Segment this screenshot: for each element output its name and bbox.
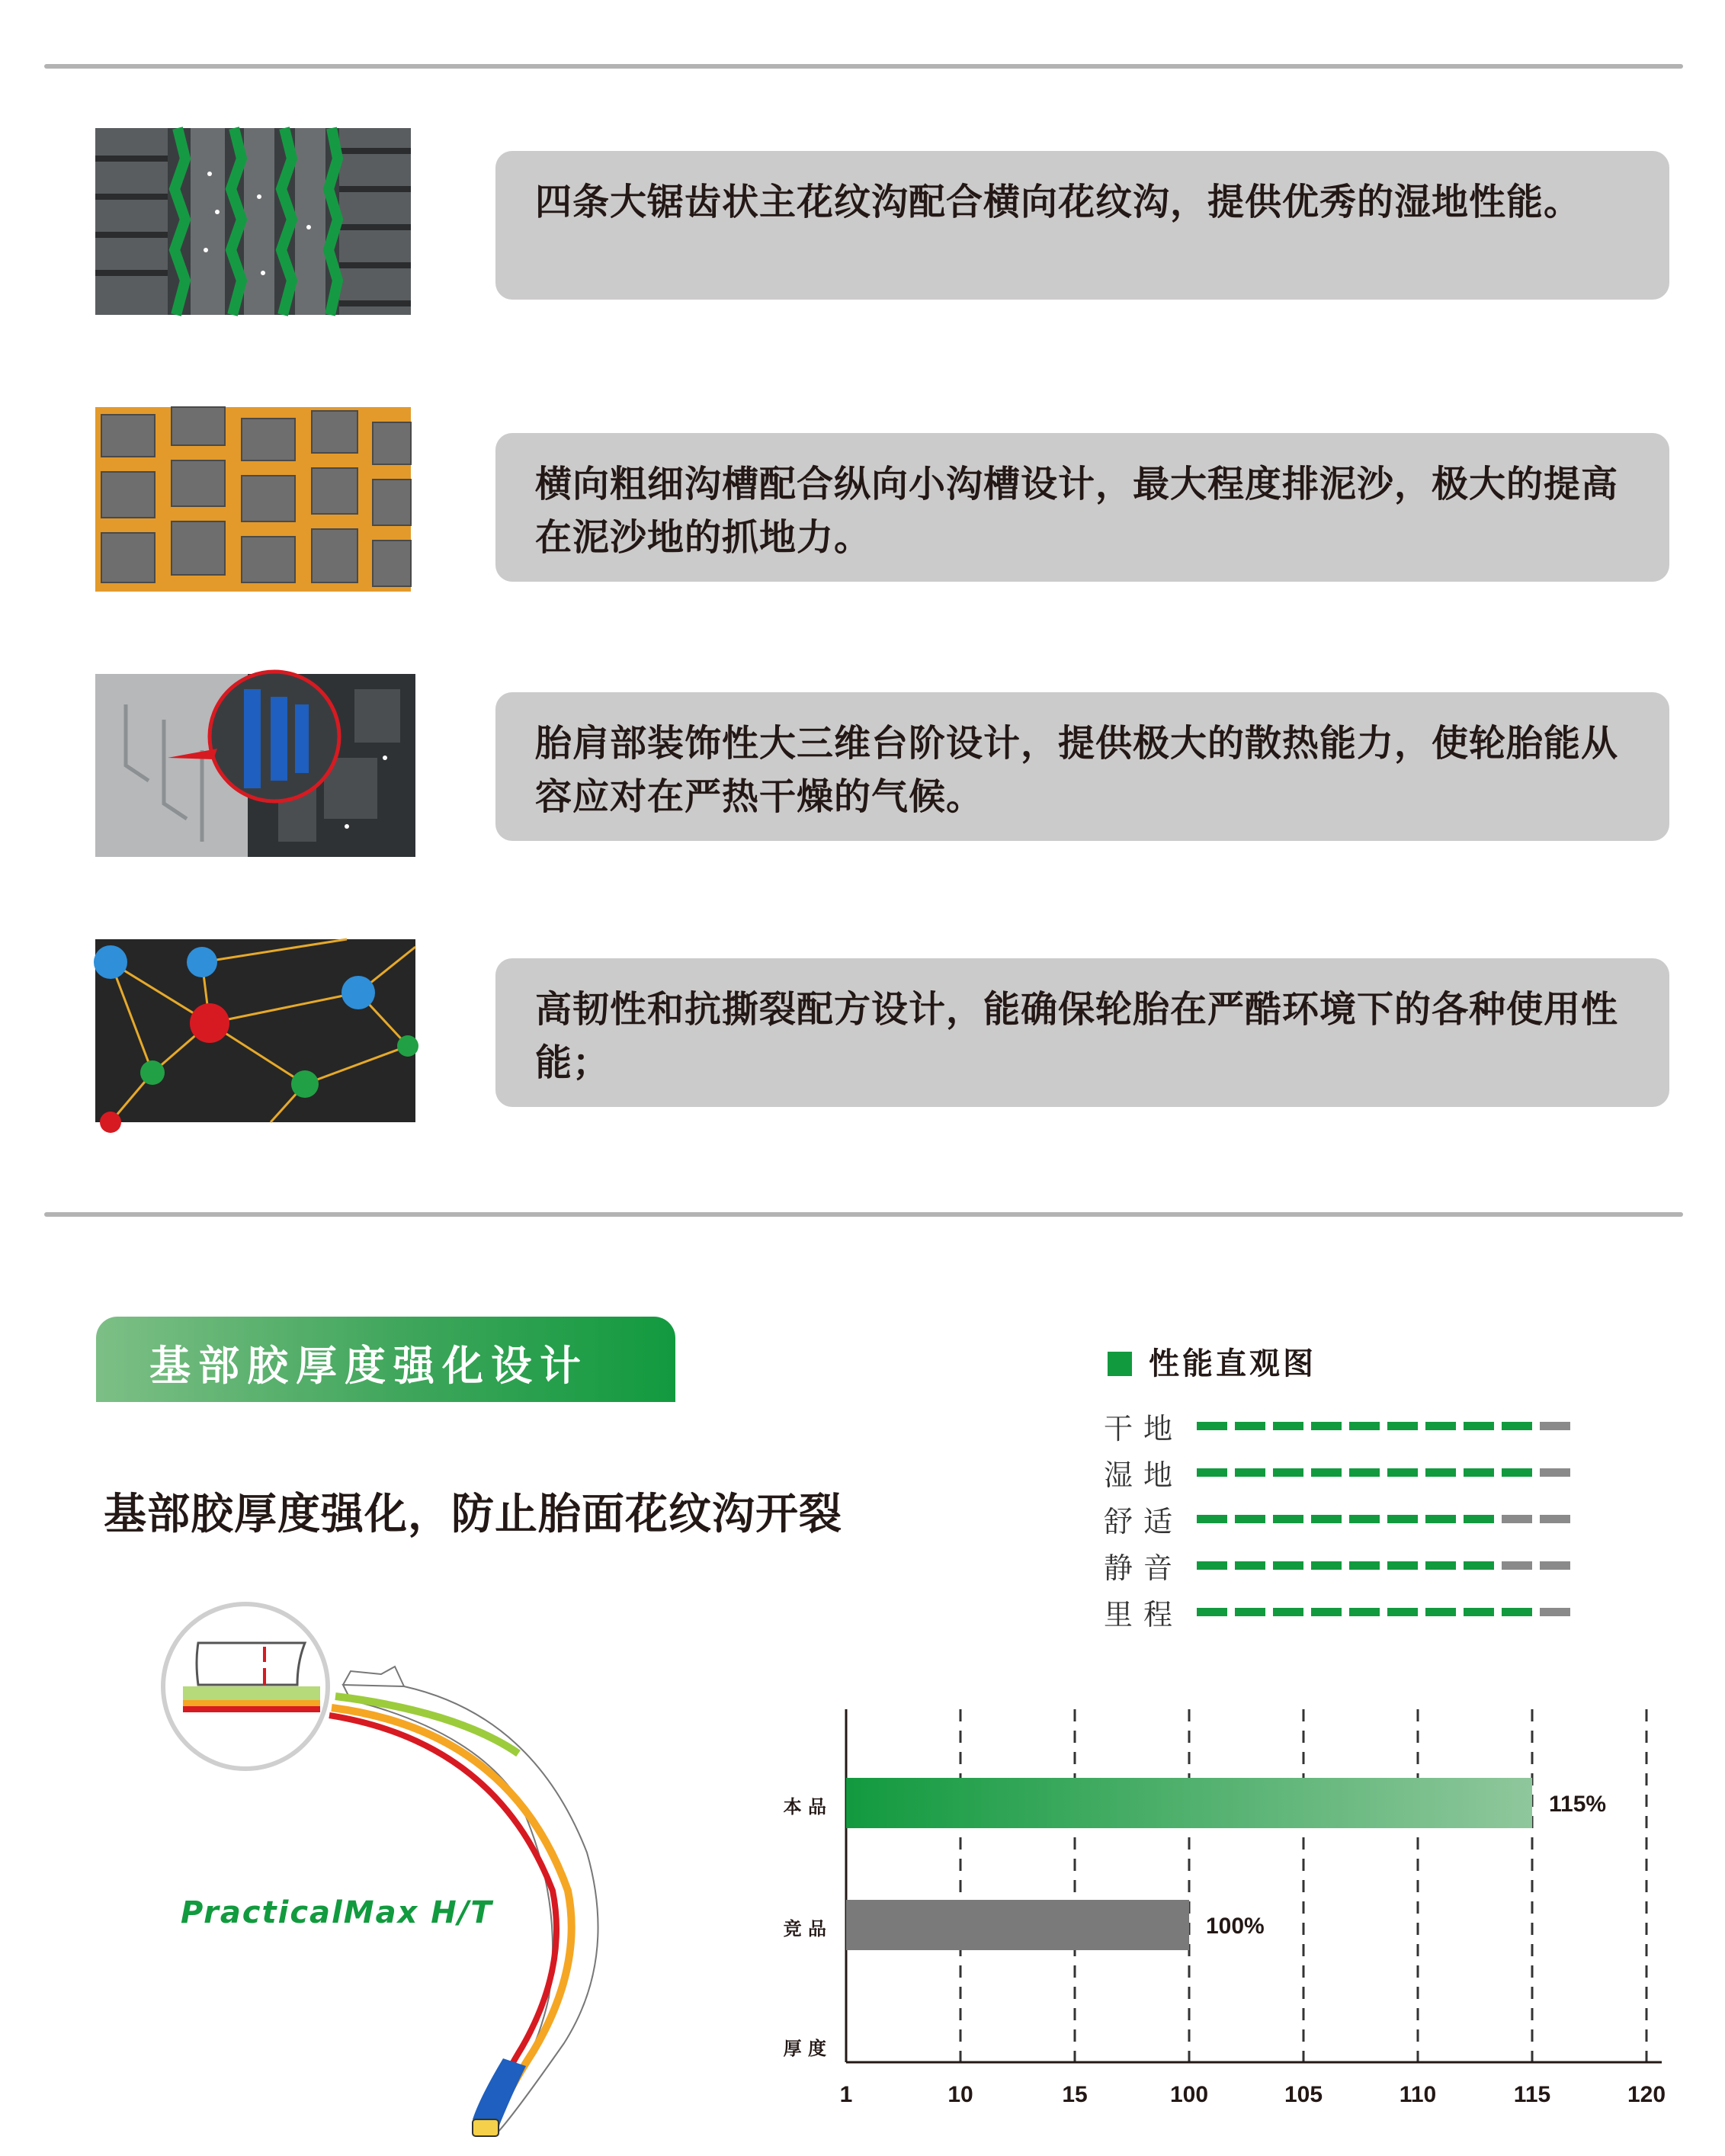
rating-dash-filled	[1235, 1608, 1265, 1616]
rating-dash-filled	[1464, 1422, 1494, 1430]
rating-dash-empty	[1540, 1422, 1570, 1430]
rating-dash-filled	[1349, 1515, 1380, 1523]
section-tab-title: 基部胶厚度强化设计	[149, 1342, 588, 1390]
rating-dash-empty	[1540, 1608, 1570, 1616]
tire-cross-section-illustration	[152, 1601, 656, 2150]
performance-label: 舒适	[1104, 1505, 1184, 1538]
rating-dash-filled	[1311, 1515, 1342, 1523]
rating-dash-empty	[1502, 1561, 1532, 1570]
x-tick-label: 15	[1062, 2082, 1088, 2107]
rating-dash-filled	[1387, 1608, 1418, 1616]
feature-card-2	[495, 433, 1669, 582]
feature-text-2: 横向粗细沟槽配合纵向小沟槽设计，最大程度排泥沙，极大的提高在泥沙地的抓地力。	[535, 463, 1619, 559]
thickness-bar-chart	[747, 1700, 1666, 2127]
performance-label: 干地	[1104, 1412, 1184, 1445]
performance-label: 湿地	[1104, 1458, 1184, 1492]
rating-dash-filled	[1273, 1608, 1303, 1616]
rating-dash-filled	[1311, 1608, 1342, 1616]
top-divider	[44, 64, 1683, 69]
rating-dash-filled	[1349, 1422, 1380, 1430]
rating-dash-filled	[1425, 1561, 1456, 1570]
rating-dash-filled	[1235, 1515, 1265, 1523]
rating-dash-filled	[1502, 1608, 1532, 1616]
rating-dash-empty	[1540, 1561, 1570, 1570]
rating-dash-filled	[1311, 1468, 1342, 1477]
x-tick-label: 120	[1627, 2082, 1666, 2107]
category-label: 竞 品	[783, 1918, 826, 1939]
rating-dash-filled	[1235, 1422, 1265, 1430]
bar	[846, 1778, 1532, 1828]
rating-dash-filled	[1273, 1561, 1303, 1570]
x-tick-label: 1	[839, 2082, 853, 2107]
rating-dash-filled	[1425, 1422, 1456, 1430]
rating-dash-empty	[1502, 1515, 1532, 1523]
rating-dash-filled	[1197, 1468, 1227, 1477]
rating-dashes	[1197, 1468, 1578, 1477]
rating-dash-filled	[1349, 1561, 1380, 1570]
rating-dashes	[1197, 1515, 1578, 1524]
rating-dash-empty	[1540, 1468, 1570, 1477]
brand-name: PracticalMax H/T	[181, 1895, 493, 1930]
rating-dash-filled	[1273, 1515, 1303, 1523]
legend-square-icon	[1108, 1352, 1132, 1376]
rating-dash-filled	[1387, 1515, 1418, 1523]
rating-dash-filled	[1273, 1422, 1303, 1430]
shoulder-step-detail-image	[95, 674, 415, 857]
bar-value-label: 100%	[1206, 1914, 1265, 1939]
section-headline: 基部胶厚度强化，防止胎面花纹沟开裂	[104, 1490, 842, 1539]
rating-dash-filled	[1425, 1608, 1456, 1616]
rating-dash-filled	[1425, 1515, 1456, 1523]
rating-dash-filled	[1502, 1468, 1532, 1477]
section-tab	[96, 1317, 675, 1402]
rating-dash-filled	[1273, 1468, 1303, 1477]
rating-dash-filled	[1235, 1468, 1265, 1477]
rating-dash-filled	[1425, 1468, 1456, 1477]
rating-dash-filled	[1197, 1515, 1227, 1523]
category-label: 本 品	[783, 1796, 826, 1818]
rating-dash-filled	[1197, 1422, 1227, 1430]
rating-dash-filled	[1464, 1561, 1494, 1570]
bar-value-label: 115%	[1549, 1792, 1607, 1817]
rating-dash-filled	[1311, 1422, 1342, 1430]
feature-card-1	[495, 151, 1669, 300]
feature-card-3	[495, 692, 1669, 841]
performance-label: 静音	[1104, 1551, 1184, 1585]
feature-text-1: 四条大锯齿状主花纹沟配合横向花纹沟，提供优秀的湿地性能。	[535, 181, 1582, 223]
rating-dashes	[1197, 1561, 1578, 1570]
x-tick-label: 10	[947, 2082, 973, 2107]
rating-dash-filled	[1502, 1422, 1532, 1430]
feature-text-3: 胎肩部装饰性大三维台阶设计，提供极大的散热能力，使轮胎能从容应对在严热干燥的气候。	[535, 722, 1619, 818]
rating-dash-filled	[1464, 1468, 1494, 1477]
performance-legend-title: 性能直观图	[1149, 1346, 1316, 1381]
rating-dash-filled	[1235, 1561, 1265, 1570]
feature-card-4	[495, 958, 1669, 1107]
rating-dash-filled	[1311, 1561, 1342, 1570]
rating-dashes	[1197, 1422, 1578, 1431]
tread-wet-grooves-image	[95, 128, 411, 315]
performance-label: 里程	[1104, 1598, 1184, 1631]
x-tick-label: 105	[1284, 2082, 1323, 2107]
rating-dash-filled	[1387, 1422, 1418, 1430]
rating-dash-filled	[1349, 1468, 1380, 1477]
x-tick-label: 115	[1513, 2082, 1551, 2107]
rating-dash-filled	[1387, 1468, 1418, 1477]
molecular-network-image	[95, 939, 415, 1122]
rating-dash-empty	[1540, 1515, 1570, 1523]
x-tick-label: 100	[1169, 2082, 1209, 2107]
rating-dash-filled	[1197, 1561, 1227, 1570]
feature-text-4: 高韧性和抗撕裂配方设计，能确保轮胎在严酷环境下的各种使用性能；	[535, 988, 1619, 1084]
bar	[846, 1900, 1189, 1950]
rating-dash-filled	[1197, 1608, 1227, 1616]
y-axis-label: 厚 度	[783, 2038, 826, 2059]
x-tick-label: 110	[1399, 2082, 1437, 2107]
rating-dash-filled	[1464, 1515, 1494, 1523]
rating-dash-filled	[1464, 1608, 1494, 1616]
rating-dashes	[1197, 1608, 1578, 1617]
tread-mud-grooves-image	[95, 407, 411, 592]
middle-divider	[44, 1212, 1683, 1217]
rating-dash-filled	[1349, 1608, 1380, 1616]
rating-dash-filled	[1387, 1561, 1418, 1570]
